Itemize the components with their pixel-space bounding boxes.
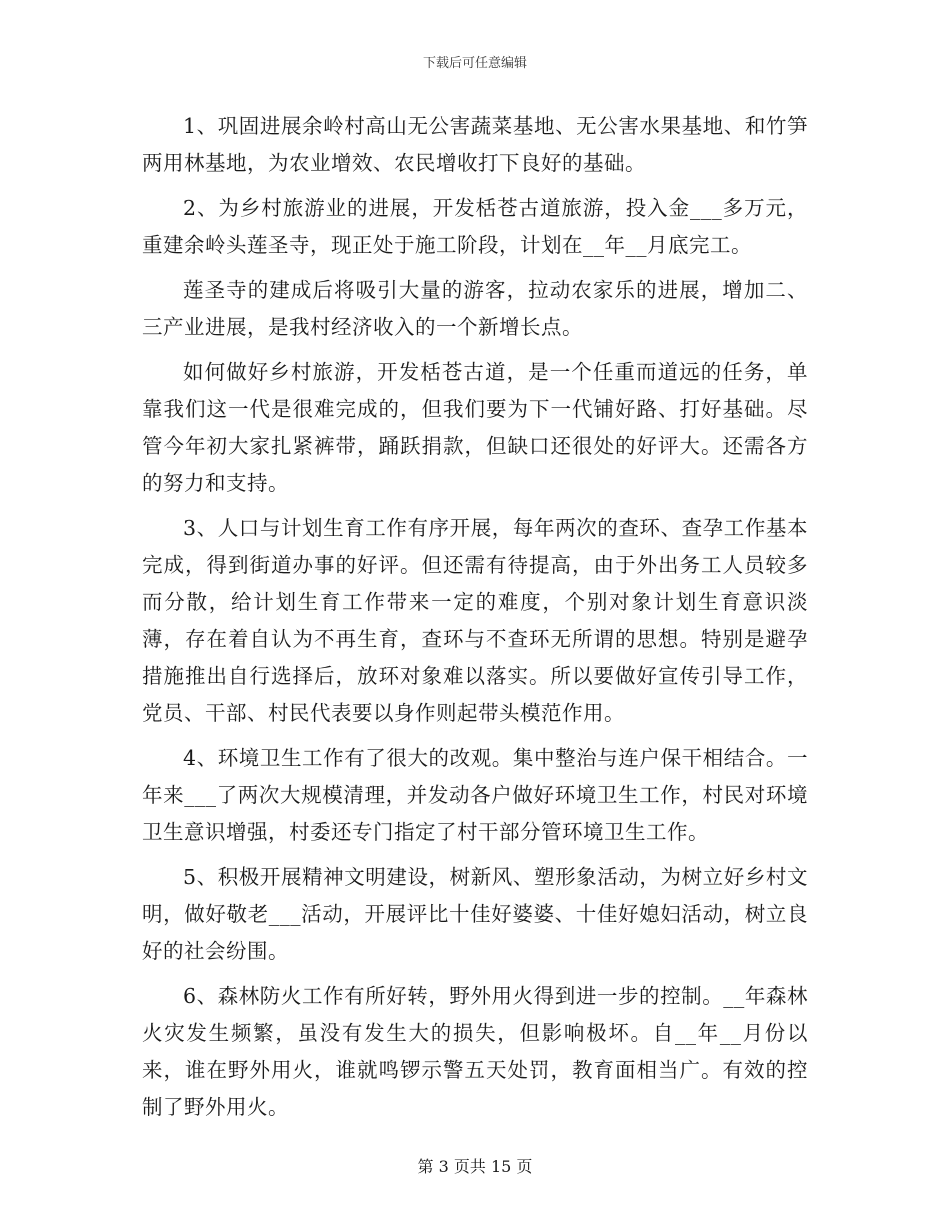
paragraph-rural-tourism: 如何做好乡村旅游，开发栝苍古道，是一个任重而道远的任务，单靠我们这一代是很难完成的，但我们要为下一代铺好路、打好基础。尽管今年初大家扎紧裤带，踊跃捐款，但缺口还很处的好评大。还需各方的努力和支持。 <box>142 360 808 495</box>
paragraph-item-6: 6、森林防火工作有所好转，野外用火得到进一步的控制。__年森林火灾发生频繁，虽没有发生大的损失，但影响极坏。自__年__月份以来，谁在野外用火，谁就鸣锣示警五天处罚，教育面相当广。有效的控制了野外用火。 <box>142 984 808 1119</box>
paragraph-lianshengsi: 莲圣寺的建成后将吸引大量的游客，拉动农家乐的进展，增加二、三产业进展，是我村经济收入的一个新增长点。 <box>142 278 808 339</box>
paragraph-item-1: 1、巩固进展余岭村高山无公害蔬菜基地、无公害水果基地、和竹笋两用林基地，为农业增效、农民增收打下良好的基础。 <box>142 114 808 175</box>
paragraph-item-5: 5、积极开展精神文明建设，树新风、塑形象活动，为树立好乡村文明，做好敬老___活动，开展评比十佳好婆婆、十佳好媳妇活动，树立良好的社会纷围。 <box>142 865 808 963</box>
page-header-note: 下载后可任意编辑 <box>422 56 527 71</box>
document-body <box>142 108 808 1134</box>
paragraph-item-2: 2、为乡村旅游业的进展，开发栝苍古道旅游，投入金___多万元，重建余岭头莲圣寺，现正处于施工阶段，计划在__年__月底完工。 <box>142 196 808 257</box>
page-number: 第 3 页共 15 页 <box>417 1157 533 1176</box>
paragraph-item-4: 4、环境卫生工作有了很大的改观。集中整治与连户保干相结合。一年来___了两次大规模清理，并发动各户做好环境卫生工作，村民对环境卫生意识增强，村委还专门指定了村干部分管环境卫生工作。 <box>142 746 808 844</box>
paragraph-item-3: 3、人口与计划生育工作有序开展，每年两次的查环、查孕工作基本完成，得到街道办事的好评。但还需有待提高，由于外出务工人员较多而分散，给计划生育工作带来一定的难度，个别对象计划生育意识淡薄，存在着自认为不再生育，查环与不查环无所谓的思想。特别是避孕措施推出自行选择后，放环对象难以落实。所以要做好宣传引导工作，党员、干部、村民代表要以身作则起带头模范作用。 <box>142 516 808 725</box>
